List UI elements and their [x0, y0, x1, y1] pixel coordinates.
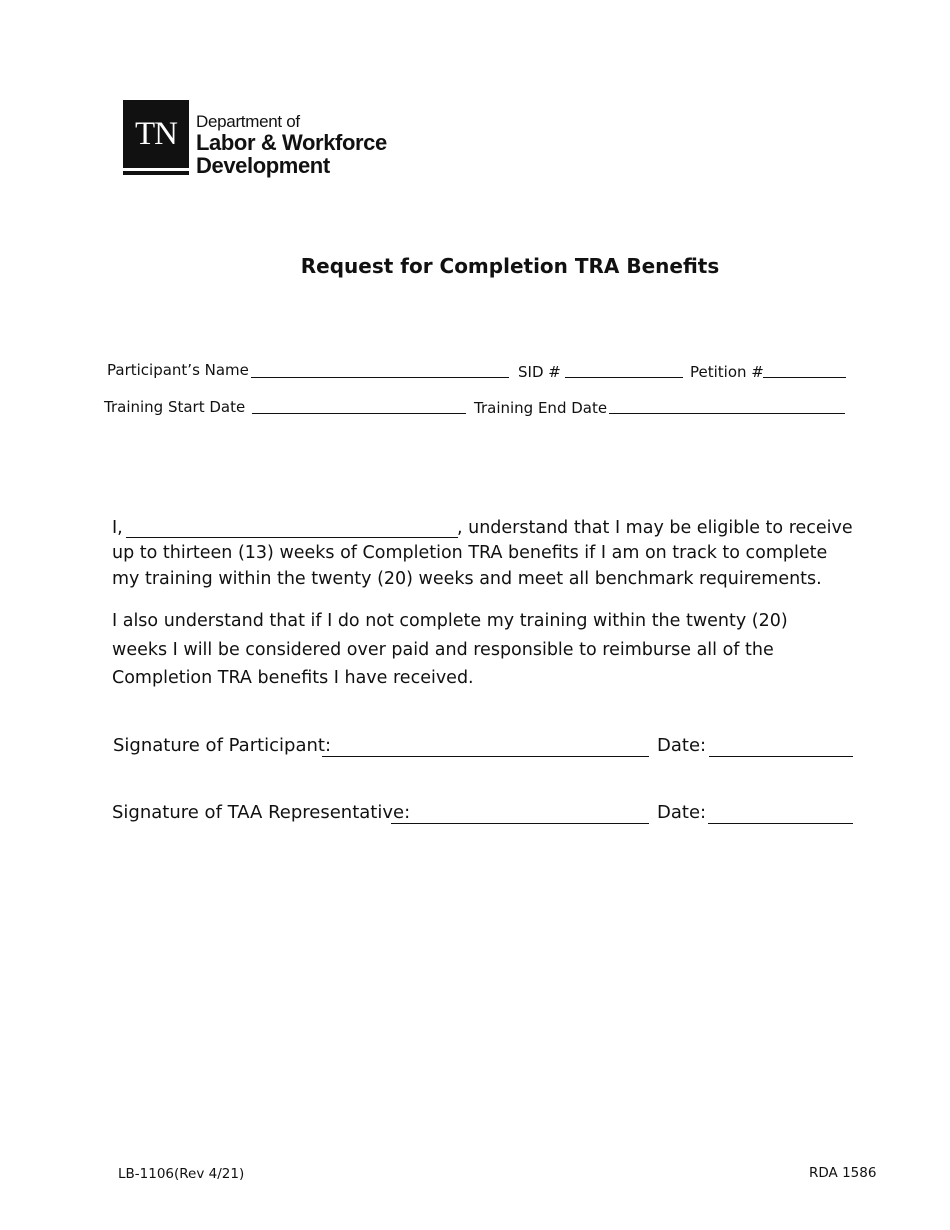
participant-signature-field[interactable]: [322, 756, 649, 757]
statement-lead: I,: [112, 518, 123, 538]
form-title: Request for Completion TRA Benefits: [300, 254, 720, 278]
representative-signature-label: Signature of TAA Representative:: [112, 802, 411, 823]
logo-underline: [123, 171, 189, 175]
training-end-label: Training End Date: [474, 399, 608, 417]
training-start-field[interactable]: [252, 413, 466, 414]
rda-number: RDA 1586: [809, 1165, 877, 1181]
statement-p2-line-3: Completion TRA benefits I have received.: [112, 668, 474, 688]
statement-line-1: , understand that I may be eligible to receive: [457, 518, 853, 538]
statement-line-2: up to thirteen (13) weeks of Completion TRA benefits if I am on track to complete: [112, 543, 828, 563]
petition-label: Petition #: [690, 363, 764, 381]
sid-field[interactable]: [565, 377, 683, 378]
training-start-label: Training Start Date: [104, 398, 246, 416]
participant-signature-label: Signature of Participant:: [113, 735, 332, 756]
tn-logo-mark: TN: [123, 100, 189, 168]
statement-name-field[interactable]: [126, 537, 458, 538]
participant-date-field[interactable]: [709, 756, 853, 757]
petition-field[interactable]: [763, 377, 846, 378]
statement-p2-line-1: I also understand that if I do not complete my training within the twenty (20): [112, 611, 788, 631]
statement-line-3: my training within the twenty (20) weeks and meet all benchmark requirements.: [112, 569, 822, 589]
statement-p2-line-2: weeks I will be considered over paid and responsible to reimburse all of the: [112, 640, 774, 660]
participant-name-field[interactable]: [251, 377, 509, 378]
representative-signature-field[interactable]: [391, 823, 649, 824]
representative-date-field[interactable]: [708, 823, 853, 824]
department-logo-text: [196, 113, 387, 177]
participant-date-label: Date:: [657, 735, 707, 756]
form-number: LB-1106(Rev 4/21): [118, 1166, 245, 1182]
sid-label: SID #: [518, 363, 561, 381]
logo-line-3: Development: [196, 153, 330, 178]
participant-name-label: Participant’s Name: [107, 361, 249, 379]
representative-date-label: Date:: [657, 802, 707, 823]
training-end-field[interactable]: [609, 413, 845, 414]
logo-line-1: Department of: [196, 112, 300, 131]
logo-line-2: Labor & Workforce: [196, 130, 387, 155]
